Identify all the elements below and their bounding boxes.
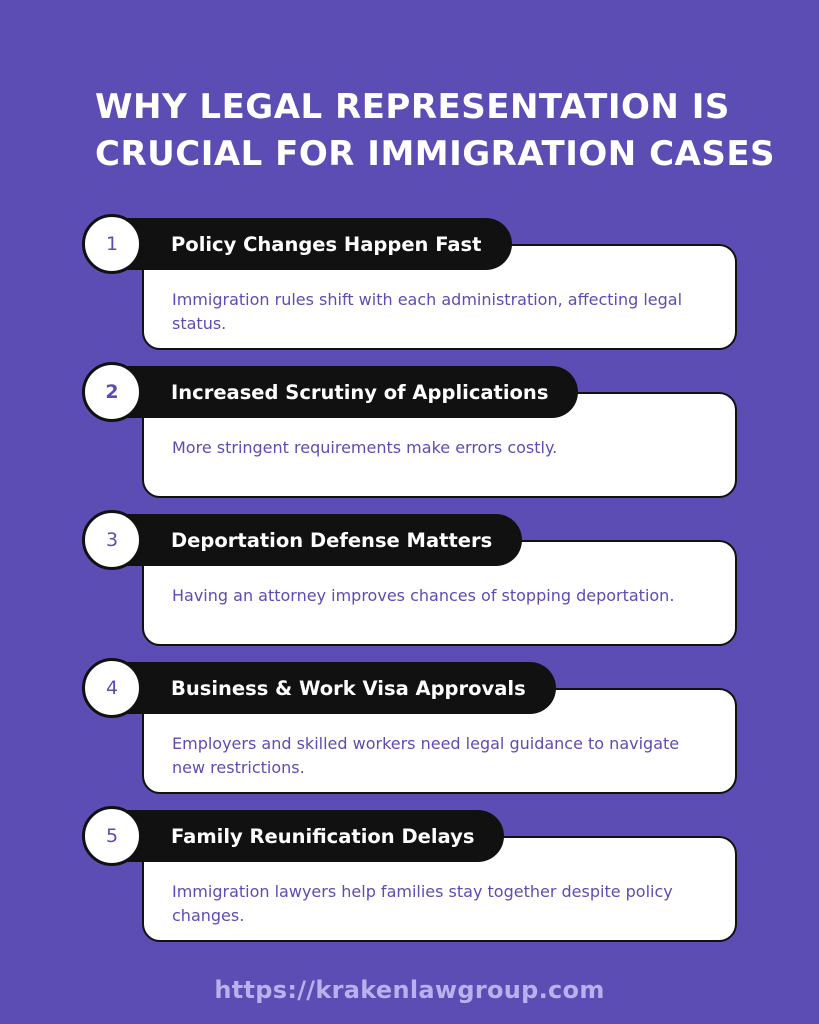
item-description: Employers and skilled workers need legal guidance to navigate new restrictions. bbox=[172, 734, 680, 777]
list-item-1 bbox=[0, 218, 819, 354]
title-line-1: WHY LEGAL REPRESENTATION IS bbox=[95, 87, 730, 127]
item-heading: Increased Scrutiny of Applications bbox=[171, 380, 549, 404]
item-heading-bar bbox=[112, 810, 504, 862]
item-description: More stringent requirements make errors costly. bbox=[172, 438, 558, 457]
item-number-badge: 5 bbox=[82, 806, 142, 866]
item-description: Immigration rules shift with each administration, affecting legal status. bbox=[172, 290, 683, 333]
list-item-3 bbox=[0, 514, 819, 650]
item-heading: Business & Work Visa Approvals bbox=[171, 676, 526, 700]
list-item-2 bbox=[0, 366, 819, 502]
item-description: Having an attorney improves chances of stopping deportation. bbox=[172, 586, 675, 605]
item-heading-bar bbox=[112, 366, 578, 418]
item-number-badge: 2 bbox=[82, 362, 142, 422]
item-heading-bar bbox=[112, 662, 556, 714]
item-heading: Family Reunification Delays bbox=[171, 824, 475, 848]
footer-url: https://krakenlawgroup.com bbox=[214, 976, 605, 1004]
list-item-5 bbox=[0, 810, 819, 946]
page-title bbox=[95, 84, 775, 178]
item-heading: Deportation Defense Matters bbox=[171, 528, 493, 552]
item-heading-bar bbox=[112, 218, 512, 270]
item-number-badge: 4 bbox=[82, 658, 142, 718]
title-line-2: CRUCIAL FOR IMMIGRATION CASES bbox=[95, 134, 776, 174]
list-item-4 bbox=[0, 662, 819, 798]
item-description: Immigration lawyers help families stay together despite policy changes. bbox=[172, 882, 673, 925]
item-number-badge: 1 bbox=[82, 214, 142, 274]
item-heading-bar bbox=[112, 514, 522, 566]
item-number-badge: 3 bbox=[82, 510, 142, 570]
item-heading: Policy Changes Happen Fast bbox=[171, 232, 482, 256]
